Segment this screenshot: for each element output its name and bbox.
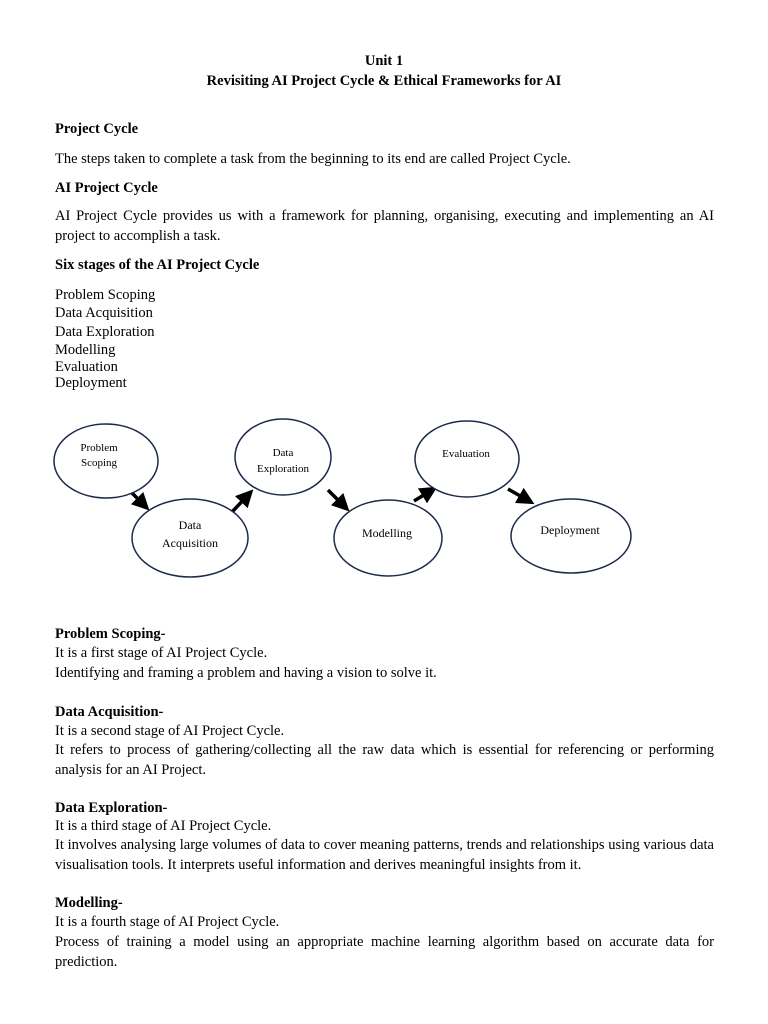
section-text: It is a first stage of AI Project Cycle.	[55, 645, 268, 661]
stage-list-item: Deployment	[55, 375, 127, 391]
section-text: It involves analysing large volumes of data to cover meaning patterns, trends and relationships using various data visualisation tools. It interprets useful information and derives meaningful insights from it.	[55, 837, 714, 873]
section-text: Identifying and framing a problem and having a vision to solve it.	[55, 665, 437, 681]
document-title: Revisiting AI Project Cycle & Ethical Frameworks for AI	[206, 73, 562, 89]
section-text: Process of training a model using an appropriate machine learning algorithm based on accurate data for prediction.	[55, 934, 714, 970]
node-deployment	[511, 499, 631, 573]
node-problem-scoping	[54, 424, 158, 498]
arrow-acquisition-to-exploration	[232, 494, 249, 512]
ai-project-cycle-heading: AI Project Cycle	[55, 180, 158, 196]
section-text: It is a fourth stage of AI Project Cycle.	[55, 914, 280, 930]
node-data-acquisition	[132, 499, 248, 577]
section-text: It is a third stage of AI Project Cycle.	[55, 818, 272, 834]
project-cycle-text: The steps taken to complete a task from the beginning to its end are called Project Cycle.	[55, 151, 571, 167]
node-label: Modelling	[362, 526, 412, 540]
node-modelling	[334, 500, 442, 576]
node-label: Exploration	[257, 463, 309, 475]
section-text: It refers to process of gathering/collecting all the raw data which is essential for referencing or performing analysis for an AI Project.	[55, 742, 714, 778]
node-label: Data	[272, 447, 294, 459]
stage-list-item: Problem Scoping	[55, 287, 156, 303]
node-data-exploration	[235, 419, 331, 495]
section-text: It is a second stage of AI Project Cycle.	[55, 723, 285, 739]
arrow-evaluation-to-deployment	[508, 489, 529, 501]
ai-project-cycle-diagram	[0, 405, 768, 590]
node-evaluation	[415, 421, 519, 497]
ai-project-cycle-text: AI Project Cycle provides us with a framework for planning, organising, executing and implementing an AI project to accomplish a task.	[55, 208, 714, 244]
unit-heading: Unit 1	[364, 53, 404, 69]
node-label: Data	[178, 518, 202, 532]
node-label: Acquisition	[162, 536, 218, 550]
node-label: Deployment	[540, 523, 600, 537]
section-heading: Problem Scoping-	[55, 626, 166, 642]
section-heading: Modelling-	[55, 895, 123, 911]
arrow-modelling-to-evaluation	[414, 490, 432, 501]
arrow-exploration-to-modelling	[328, 490, 345, 507]
stage-list-item: Modelling	[55, 342, 116, 358]
node-label: Scoping	[80, 457, 118, 469]
stage-list-item: Evaluation	[55, 359, 118, 375]
node-label: Evaluation	[442, 448, 490, 460]
stage-list-item: Data Exploration	[55, 324, 155, 340]
project-cycle-heading: Project Cycle	[55, 121, 139, 137]
section-heading: Data Acquisition-	[55, 704, 164, 720]
stage-list-item: Data Acquisition	[55, 305, 153, 321]
stages-heading: Six stages of the AI Project Cycle	[55, 257, 260, 273]
section-heading: Data Exploration-	[55, 800, 168, 816]
node-label: Problem	[80, 442, 118, 454]
